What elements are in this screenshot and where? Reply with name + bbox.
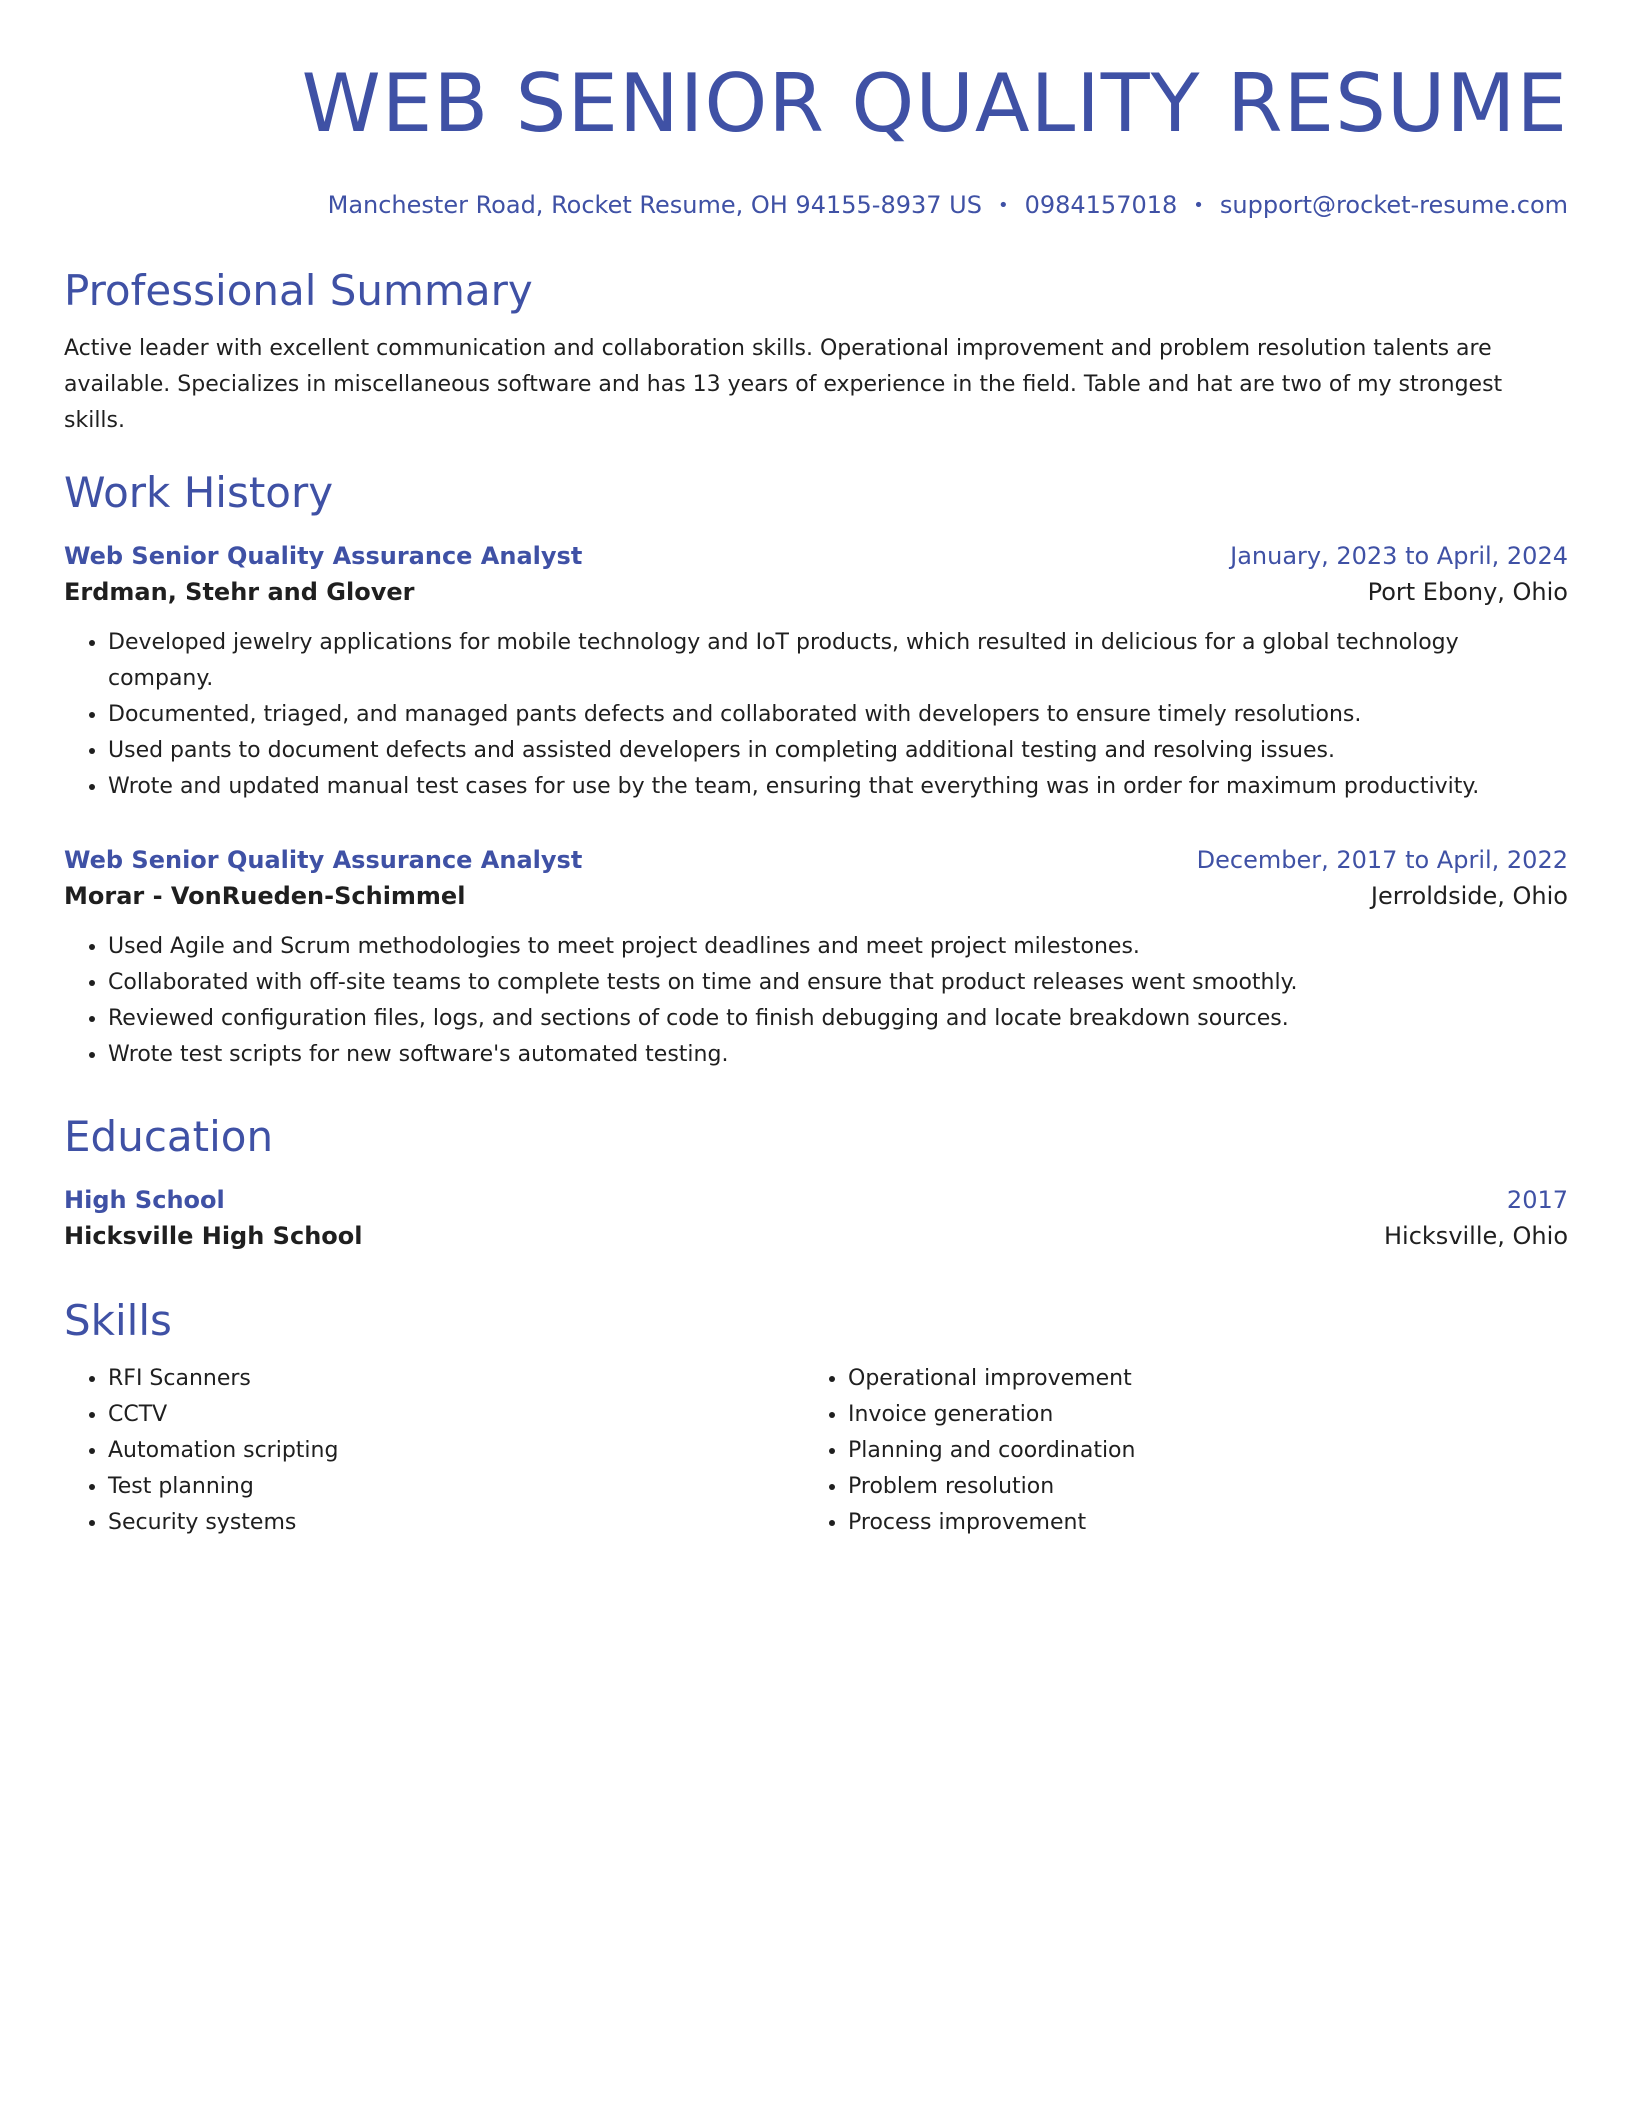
job-bullets <box>64 929 1568 1073</box>
job-bullet: • Wrote test scripts for new software's automated testing. <box>108 1037 1568 1073</box>
job-location: Jerroldside, Ohio <box>1370 882 1568 910</box>
job-company: Erdman, Stehr and Glover <box>64 578 415 606</box>
contact-address: Manchester Road, Rocket Resume, OH 94155-8937 US <box>327 191 982 219</box>
education-degree: High School <box>64 1186 225 1214</box>
job-title: Web Senior Quality Assurance Analyst <box>64 542 583 570</box>
summary-text: Active leader with excellent communication and collaboration skills. Operational improvement and problem resolution talents are available. Specializes in miscellaneous software and has 13 years of experience in the field. Table and hat are two of my strongest skills. <box>64 336 1503 433</box>
skills-heading: Skills <box>64 1296 172 1345</box>
job-title: Web Senior Quality Assurance Analyst <box>64 846 583 874</box>
job-bullet: • Developed jewelry applications for mobile technology and IoT products, which resulted in delicious for a global technology company. <box>108 625 1568 697</box>
summary-heading: Professional Summary <box>64 266 533 315</box>
job-bullet: • Used Agile and Scrum methodologies to meet project deadlines and meet project milestones. <box>108 929 1568 965</box>
skill-item: • Process improvement <box>848 1505 1544 1541</box>
skill-item: • Planning and coordination <box>848 1433 1544 1469</box>
job-entry <box>64 539 1568 805</box>
job-bullet: • Used pants to document defects and assisted developers in completing additional testing and resolving issues. <box>108 733 1568 769</box>
job-dates: January, 2023 to April, 2024 <box>1230 542 1568 570</box>
skill-item: • Invoice generation <box>848 1397 1544 1433</box>
resume-page <box>64 0 1568 1541</box>
contact-phone: 0984157018 <box>1024 191 1178 219</box>
skill-item: • Automation scripting <box>108 1433 804 1469</box>
contact-separator: • <box>997 195 1009 216</box>
job-entry <box>64 843 1568 1073</box>
skills-list-right <box>804 1361 1544 1541</box>
skill-item: • Problem resolution <box>848 1469 1544 1505</box>
skill-item: • Security systems <box>108 1505 804 1541</box>
skills-columns <box>64 1361 1568 1541</box>
job-bullet: • Documented, triaged, and managed pants defects and collaborated with developers to ensure timely resolutions. <box>108 697 1568 733</box>
job-bullet: • Wrote and updated manual test cases for use by the team, ensuring that everything was in order for maximum productivity. <box>108 769 1568 805</box>
job-location: Port Ebony, Ohio <box>1367 578 1568 606</box>
contact-line <box>64 190 1568 221</box>
resume-name: WEB SENIOR QUALITY RESUME <box>301 57 1568 150</box>
job-bullet: • Reviewed configuration files, logs, and sections of code to finish debugging and locate breakdown sources. <box>108 1001 1568 1037</box>
resume-header <box>64 0 1568 221</box>
education-entry <box>64 1183 1568 1255</box>
skill-item: • Operational improvement <box>848 1361 1544 1397</box>
work-history-heading: Work History <box>64 468 334 517</box>
skill-item: • RFI Scanners <box>108 1361 804 1397</box>
education-year: 2017 <box>1506 1186 1568 1214</box>
skills-list-left <box>64 1361 804 1541</box>
job-company: Morar - VonRueden-Schimmel <box>64 882 466 910</box>
skill-item: • CCTV <box>108 1397 804 1433</box>
education-school: Hicksville High School <box>64 1222 363 1250</box>
job-bullet: • Collaborated with off-site teams to complete tests on time and ensure that product releases went smoothly. <box>108 965 1568 1001</box>
job-bullets <box>64 625 1568 805</box>
contact-separator: • <box>1193 195 1204 216</box>
skill-item: • Test planning <box>108 1469 804 1505</box>
contact-email: support@rocket-resume.com <box>1219 191 1568 219</box>
job-dates: December, 2017 to April, 2022 <box>1196 846 1568 874</box>
education-location: Hicksville, Ohio <box>1384 1222 1568 1250</box>
education-heading: Education <box>64 1112 274 1161</box>
